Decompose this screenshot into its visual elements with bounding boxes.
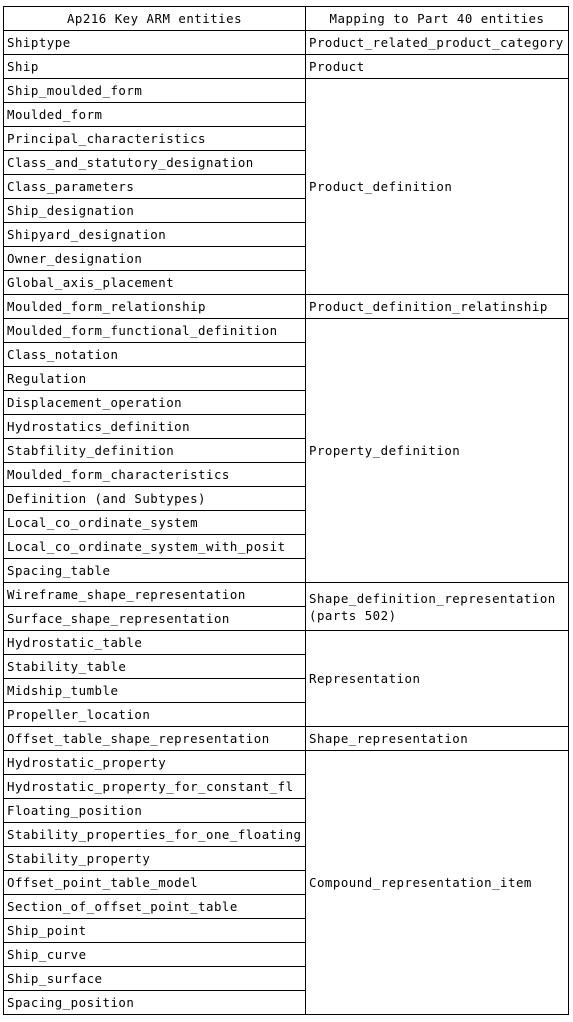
- arm-entity-cell: Owner_designation: [4, 247, 306, 271]
- arm-entity-cell: Moulded_form_characteristics: [4, 463, 306, 487]
- part40-mapping-cell: Product: [306, 55, 569, 79]
- arm-entity-cell: Shipyard_designation: [4, 223, 306, 247]
- arm-entity-cell: Stability_table: [4, 655, 306, 679]
- table-row: [4, 79, 569, 103]
- arm-entity-cell: Global_axis_placement: [4, 271, 306, 295]
- arm-entity-cell: Class_parameters: [4, 175, 306, 199]
- arm-entity-cell: Wireframe_shape_representation: [4, 583, 306, 607]
- table-row: [4, 751, 569, 775]
- arm-entity-cell: Hydrostatic_table: [4, 631, 306, 655]
- part40-mapping-cell: Product_definition: [306, 79, 569, 295]
- arm-entity-cell: Class_and_statutory_designation: [4, 151, 306, 175]
- arm-entity-cell: Spacing_table: [4, 559, 306, 583]
- arm-entity-cell: Moulded_form: [4, 103, 306, 127]
- part40-mapping-cell: Compound_representation_item: [306, 751, 569, 1015]
- arm-entity-cell: Shiptype: [4, 31, 306, 55]
- arm-entity-cell: Principal_characteristics: [4, 127, 306, 151]
- arm-entity-cell: Propeller_location: [4, 703, 306, 727]
- table-row: [4, 583, 569, 607]
- arm-entity-cell: Regulation: [4, 367, 306, 391]
- part40-mapping-cell: Shape_representation: [306, 727, 569, 751]
- arm-entity-cell: Spacing_position: [4, 991, 306, 1015]
- arm-entity-cell: Stabfility_definition: [4, 439, 306, 463]
- table-row: [4, 295, 569, 319]
- arm-entity-cell: Moulded_form_functional_definition: [4, 319, 306, 343]
- arm-entity-cell: Midship_tumble: [4, 679, 306, 703]
- table-row: [4, 319, 569, 343]
- table-row: [4, 55, 569, 79]
- part40-mapping-cell: Shape_definition_representation (parts 502): [306, 583, 569, 631]
- arm-entity-cell: Displacement_operation: [4, 391, 306, 415]
- table-row: [4, 727, 569, 751]
- arm-entity-cell: Ship_designation: [4, 199, 306, 223]
- arm-entity-cell: Ship_point: [4, 919, 306, 943]
- arm-entity-cell: Offset_point_table_model: [4, 871, 306, 895]
- arm-entity-cell: Ship_moulded_form: [4, 79, 306, 103]
- column-header-part40-mapping: Mapping to Part 40 entities: [306, 7, 569, 31]
- part40-mapping-cell: Property_definition: [306, 319, 569, 583]
- arm-entity-cell: Ship_surface: [4, 967, 306, 991]
- arm-entity-cell: Moulded_form_relationship: [4, 295, 306, 319]
- column-header-arm-entities: Ap216 Key ARM entities: [4, 7, 306, 31]
- arm-entity-cell: Local_co_ordinate_system_with_posit: [4, 535, 306, 559]
- arm-entity-cell: Surface_shape_representation: [4, 607, 306, 631]
- table-header-row: [4, 7, 569, 31]
- arm-entity-cell: Hydrostatic_property: [4, 751, 306, 775]
- arm-entity-cell: Ship_curve: [4, 943, 306, 967]
- arm-entity-cell: Offset_table_shape_representation: [4, 727, 306, 751]
- part40-mapping-cell: Product_definition_relatinship: [306, 295, 569, 319]
- arm-entity-cell: Local_co_ordinate_system: [4, 511, 306, 535]
- arm-entity-cell: Definition (and Subtypes): [4, 487, 306, 511]
- arm-entity-cell: Hydrostatic_property_for_constant_fl: [4, 775, 306, 799]
- arm-entity-cell: Section_of_offset_point_table: [4, 895, 306, 919]
- arm-entity-cell: Ship: [4, 55, 306, 79]
- part40-mapping-cell: Product_related_product_category: [306, 31, 569, 55]
- table-body: [4, 31, 569, 1015]
- arm-entity-cell: Stability_properties_for_one_floating: [4, 823, 306, 847]
- part40-mapping-cell: Representation: [306, 631, 569, 727]
- table-row: [4, 631, 569, 655]
- mapping-table: [3, 6, 569, 1015]
- arm-entity-cell: Floating_position: [4, 799, 306, 823]
- arm-entity-cell: Stability_property: [4, 847, 306, 871]
- arm-entity-cell: Class_notation: [4, 343, 306, 367]
- arm-entity-cell: Hydrostatics_definition: [4, 415, 306, 439]
- mapping-table-container: [3, 6, 569, 1015]
- table-row: [4, 31, 569, 55]
